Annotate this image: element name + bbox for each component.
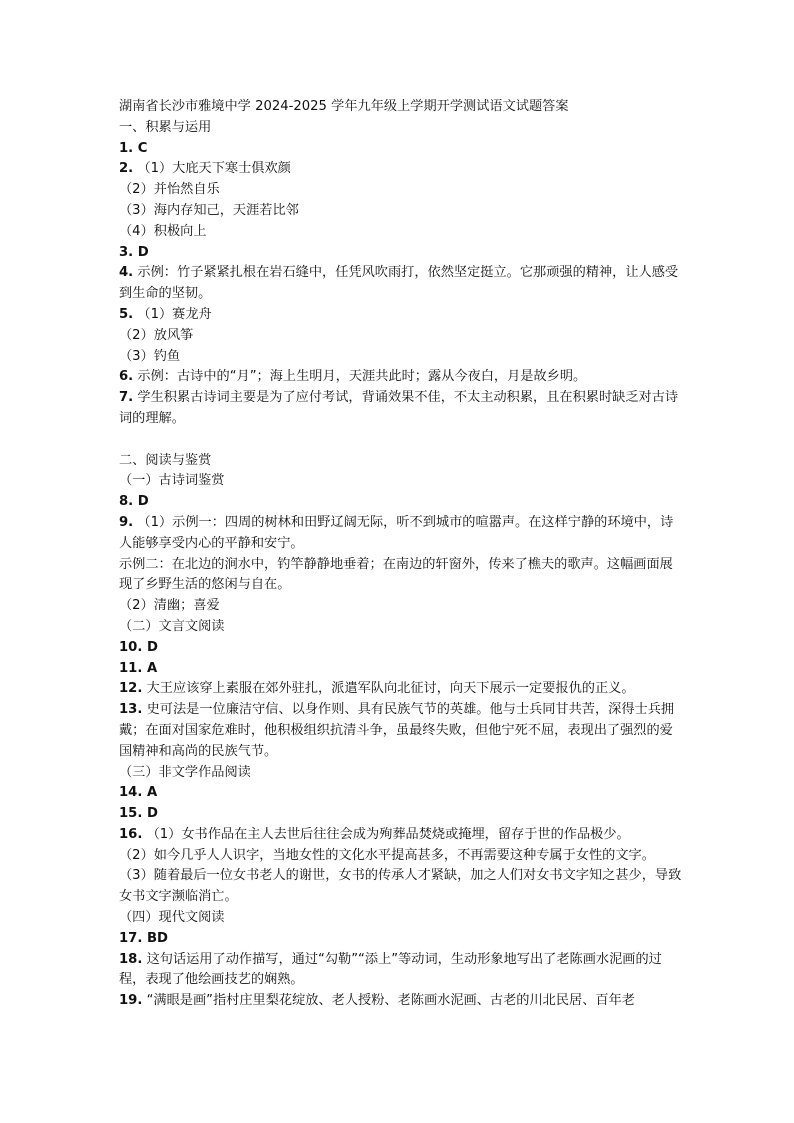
- answer-line: [119, 180, 685, 201]
- answer-line: [119, 617, 685, 638]
- question-number: 3. D: [119, 244, 149, 260]
- answer-line: [119, 201, 685, 222]
- answer-line: [119, 700, 685, 762]
- answer-text: （3）随着最后一位女书老人的谢世，女书的传承人才紧缺，加之人们对女书文字知之甚少，导致女书文字濒临消亡。: [119, 868, 682, 905]
- answer-line: [119, 326, 685, 347]
- answer-text: （1）大庇天下寒士俱欢颜: [137, 161, 291, 177]
- question-number: 13.: [119, 702, 143, 718]
- answer-text: 一、积累与运用: [119, 119, 212, 135]
- answer-text: （2）清幽；喜爱: [119, 598, 220, 614]
- answer-text: （3）钓鱼: [119, 348, 181, 364]
- answer-line: [119, 825, 685, 846]
- document-title: 湖南省长沙市雅境中学 2024-2025 学年九年级上学期开学测试语文试题答案: [119, 99, 569, 114]
- question-number: 9.: [119, 514, 134, 530]
- answer-text: 史可法是一位廉洁守信、以身作则、具有民族气节的英雄。他与士兵同甘共苦，深得士兵拥戴；在面对国家危难时，他积极组织抗清斗争，虽最终失败，但他宁死不屈，表现出了强烈的爱国精神和高尚的民族气节。: [119, 702, 675, 759]
- answer-line: [119, 596, 685, 617]
- answer-line: [119, 243, 685, 264]
- answer-line: [119, 451, 685, 472]
- answer-line: [119, 139, 685, 160]
- question-number: 19.: [119, 993, 143, 1009]
- answer-line: [119, 263, 685, 305]
- answer-line: [119, 388, 685, 430]
- answer-text: （1）示例一：四周的树林和田野辽阔无际，听不到城市的喧嚣声。在这样宁静的环境中，诗人能够享受内心的平静和安宁。: [119, 514, 674, 551]
- question-number: 1. C: [119, 140, 148, 156]
- answer-text: （4）积极向上: [119, 223, 207, 239]
- answer-line: [119, 347, 685, 368]
- answer-text: （二）文言文阅读: [119, 618, 225, 634]
- question-number: 6.: [119, 369, 134, 385]
- answer-text: 学生积累古诗词主要是为了应付考试，背诵效果不佳，不太主动积累，且在积累时缺乏对古诗词的理解。: [119, 390, 679, 426]
- answer-line: [119, 159, 685, 180]
- answer-line: [119, 950, 685, 992]
- question-number: 16.: [119, 826, 143, 842]
- answer-line: [119, 492, 685, 513]
- answer-text: 示例：古诗中的“月”；海上生明月，天涯共此时；露从今夜白，月是故乡明。: [137, 369, 587, 385]
- question-number: 15. D: [119, 806, 158, 822]
- answer-list: [119, 118, 685, 1012]
- answer-text: 这句话运用了动作描写，通过“勾勒”“添上”等动词，生动形象地写出了老陈画水泥画的过程，表现了他绘画技艺的娴熟。: [119, 951, 662, 988]
- answer-line: [119, 471, 685, 492]
- answer-line: [119, 804, 685, 825]
- answer-text: （一）古诗词鉴赏: [119, 473, 225, 489]
- question-number: 18.: [119, 951, 143, 967]
- answer-text: 二、阅读与鉴赏: [119, 452, 212, 468]
- answer-text: （3）海内存知己，天涯若比邻: [119, 202, 299, 218]
- answer-text: （2）如今几乎人人识字，当地女性的文化水平提高甚多，不再需要这种专属于女性的文字。: [119, 847, 655, 863]
- answer-text: 大王应该穿上素服在郊外驻扎，派遣军队向北征讨，向天下展示一定要报仇的正义。: [146, 681, 635, 697]
- answer-line: [119, 118, 685, 139]
- answer-line: [119, 638, 685, 659]
- question-number: 4.: [119, 265, 134, 281]
- answer-text: （1）赛龙舟: [137, 306, 212, 322]
- answer-line: [119, 908, 685, 929]
- question-number: 2.: [119, 161, 134, 177]
- answer-line: [119, 513, 685, 555]
- answer-text: 示例：竹子紧紧扎根在岩石缝中，任凭风吹雨打，依然坚定挺立。它那顽强的精神，让人感受到生命的坚韧。: [119, 265, 679, 302]
- answer-line: [119, 846, 685, 867]
- answer-text: （四）现代文阅读: [119, 910, 225, 926]
- document-page: [119, 97, 685, 1012]
- answer-line: [119, 679, 685, 700]
- answer-line: [119, 991, 685, 1012]
- question-number: 5.: [119, 306, 134, 322]
- answer-text: （三）非文学作品阅读: [119, 764, 251, 780]
- question-number: 17. BD: [119, 930, 168, 946]
- question-number: 12.: [119, 681, 143, 697]
- answer-line: [119, 222, 685, 243]
- answer-line: [119, 555, 685, 597]
- answer-line: [119, 763, 685, 784]
- answer-line: [119, 367, 685, 388]
- answer-line: [119, 866, 685, 908]
- answer-text: “满眼是画”指村庄里梨花绽放、老人授粉、老陈画水泥画、古老的川北民居、百年老: [146, 993, 635, 1009]
- question-number: 7.: [119, 390, 134, 406]
- question-number: 11. A: [119, 660, 158, 676]
- answer-line: [119, 929, 685, 950]
- blank-line: [119, 430, 685, 451]
- question-number: 8. D: [119, 494, 149, 510]
- answer-line: [119, 659, 685, 680]
- question-number: 14. A: [119, 785, 158, 801]
- answer-text: （2）并怡然自乐: [119, 182, 220, 198]
- question-number: 10. D: [119, 639, 158, 655]
- answer-text: （2）放风筝: [119, 327, 194, 343]
- answer-text: （1）女书作品在主人去世后往往会成为殉葬品焚烧或掩埋，留存于世的作品极少。: [146, 826, 630, 842]
- answer-line: [119, 305, 685, 326]
- answer-text: 示例二：在北边的涧水中，钓竿静静地垂着；在南边的轩窗外，传来了樵夫的歌声。这幅画面展现了乡野生活的悠闲与自在。: [119, 556, 673, 593]
- answer-line: [119, 783, 685, 804]
